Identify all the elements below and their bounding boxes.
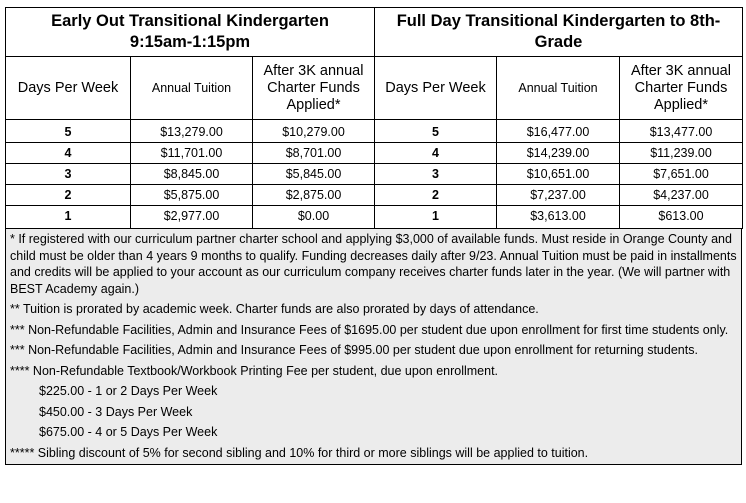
table-row: 1 $2,977.00 $0.00 1 $3,613.00 $613.00	[6, 206, 743, 229]
fee-item: $450.00 - 3 Days Per Week	[39, 404, 193, 419]
note-textbook-fee: **** Non-Refundable Textbook/Workbook Printing Fee per student, due upon enrollment.	[10, 363, 499, 378]
col-days-left: Days Per Week	[6, 57, 131, 120]
col-after-left: After 3K annual Charter Funds Applied*	[253, 57, 375, 120]
table-row: 5 $13,279.00 $10,279.00 5 $16,477.00 $13,477.00	[6, 120, 743, 143]
note-prorated: ** Tuition is prorated by academic week. Charter funds are also prorated by days of attendance.	[10, 302, 539, 316]
col-annual-left: Annual Tuition	[131, 57, 253, 120]
early-out-hours: 9:15am-1:15pm	[129, 33, 251, 51]
fee-item: $225.00 - 1 or 2 Days Per Week	[39, 384, 218, 398]
full-day-title-cont: Grade	[534, 33, 583, 51]
early-out-header	[6, 8, 375, 57]
table-row: 3 $8,845.00 $5,845.00 3 $10,651.00 $7,651.00	[6, 164, 743, 185]
footnotes	[5, 229, 742, 465]
col-annual-right: Annual Tuition	[497, 57, 620, 120]
tuition-document	[5, 7, 742, 465]
col-days-right: Days Per Week	[375, 57, 497, 120]
fee-item: $675.00 - 4 or 5 Days Per Week	[39, 425, 218, 439]
col-after-right: After 3K annual Charter Funds Applied*	[620, 57, 743, 120]
full-day-header	[375, 8, 743, 57]
note-fees-first-time: *** Non-Refundable Facilities, Admin and Insurance Fees of $1695.00 per student due upon enrollment for first time students only.	[10, 322, 729, 337]
note-charter: * If registered with our curriculum partner charter school and applying $3,000 of available funds. Must reside in Orange County and child must be older than 4 years 9 months to qualify. Funding decreases daily after 9/23. Annual Tuition must be paid in installments and credits will be applied to your account as our curriculum company receives charter funds later in the year. (We will partner with BEST Academy again.)	[10, 232, 737, 296]
note-sibling-discount: ***** Sibling discount of 5% for second sibling and 10% for third or more siblings will be applied to tuition.	[10, 445, 589, 460]
early-out-title: Early Out Transitional Kindergarten	[51, 12, 329, 30]
note-fees-returning: *** Non-Refundable Facilities, Admin and Insurance Fees of $995.00 per student due upon enrollment for returning students.	[10, 343, 698, 357]
table-row: 4 $11,701.00 $8,701.00 4 $14,239.00 $11,239.00	[6, 143, 743, 164]
table-row: 2 $5,875.00 $2,875.00 2 $7,237.00 $4,237.00	[6, 185, 743, 206]
tuition-table	[5, 7, 743, 229]
full-day-title: Full Day Transitional Kindergarten to 8th-	[396, 12, 721, 30]
